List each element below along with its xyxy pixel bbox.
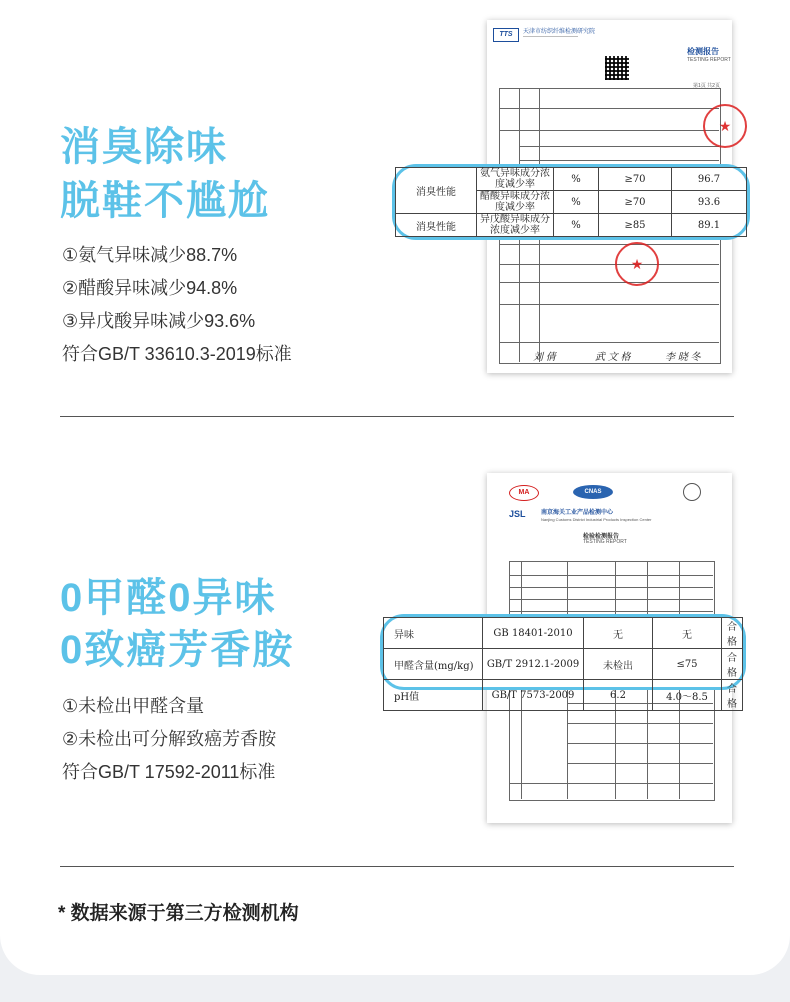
section1-bullet-3: ③异戊酸异味减少93.6% xyxy=(62,311,256,331)
item-cell: pH值 xyxy=(384,680,483,711)
report1-title: 检测报告 xyxy=(687,47,719,56)
data-source-footnote: * 数据来源于第三方检测机构 xyxy=(58,903,299,924)
requirement-cell: 4.0～8.5 xyxy=(653,680,722,711)
table-row xyxy=(396,214,747,237)
table-row xyxy=(396,168,747,191)
requirement-cell: 无 xyxy=(653,618,722,649)
section2-title-line-1: 0甲醛0异味 xyxy=(60,576,277,620)
safety-results-table xyxy=(383,617,743,711)
qr-code xyxy=(605,56,629,80)
method-cell: GB/T 7573-2009 xyxy=(483,680,584,711)
table-row xyxy=(384,649,743,680)
deodorization-results-callout xyxy=(392,164,750,240)
section1-bullet-4: 符合GB/T 33610.3-2019标准 xyxy=(62,344,292,364)
section1-bullet-2: ②醋酸异味减少94.8% xyxy=(62,278,238,298)
red-seal-icon-1: ★ xyxy=(703,104,747,148)
signature-3: 李 晓 冬 xyxy=(665,352,701,363)
unit-cell: % xyxy=(554,191,599,214)
globe-logo-icon xyxy=(683,483,701,501)
result-cell: 无 xyxy=(584,618,653,649)
method-cell: GB/T 2912.1-2009 xyxy=(483,649,584,680)
section2-bullet-3: 符合GB/T 17592-2011标准 xyxy=(62,762,276,782)
safety-results-callout xyxy=(380,614,746,710)
item-cell: 甲醛含量(mg/kg) xyxy=(384,649,483,680)
method-cell: GB 18401-2010 xyxy=(483,618,584,649)
report1-page-no: 第1页 共2页 xyxy=(693,83,720,89)
result-cell: 未检出 xyxy=(584,649,653,680)
report2-org-en: Nanjing Customs District Industrial Products Inspection Center xyxy=(541,517,652,522)
result-cell: 93.6 xyxy=(672,191,747,214)
requirement-cell: ≥70 xyxy=(599,168,672,191)
tts-logo: TTS xyxy=(493,28,519,42)
section-divider-1 xyxy=(60,416,734,417)
report2-title-en: TESTING REPORT xyxy=(583,539,627,545)
requirement-cell: ≤75 xyxy=(653,649,722,680)
section2-bullet-1: ①未检出甲醛含量 xyxy=(62,696,205,716)
result-cell: 96.7 xyxy=(672,168,747,191)
table-row xyxy=(384,618,743,649)
requirement-cell: ≥85 xyxy=(599,214,672,237)
item-cell: 氨气异味成分浓度减少率 xyxy=(477,168,554,191)
item-cell: 异味 xyxy=(384,618,483,649)
signature-2: 武 文 格 xyxy=(595,352,631,363)
report1-org: 天津市纺织纤维检测研究院 xyxy=(523,29,596,35)
category-cell: 消臭性能 xyxy=(396,214,477,237)
unit-cell: % xyxy=(554,168,599,191)
deodorization-results-table xyxy=(395,167,747,237)
item-cell: 异戊酸异味成分浓度减少率 xyxy=(477,214,554,237)
requirement-cell: ≥70 xyxy=(599,191,672,214)
signature-1: 刘 倩 xyxy=(533,352,556,363)
verdict-cell: 合格 xyxy=(722,618,743,649)
cnas-logo: CNAS xyxy=(573,485,613,499)
table-row xyxy=(384,680,743,711)
section2-title-line-2: 0致癌芳香胺 xyxy=(60,628,295,672)
section1-bullet-1: ①氨气异味减少88.7% xyxy=(62,245,238,265)
section-divider-2 xyxy=(60,866,734,867)
result-cell: 89.1 xyxy=(672,214,747,237)
item-cell: 醋酸异味成分浓度减少率 xyxy=(477,191,554,214)
cma-logo: MA xyxy=(509,485,539,501)
verdict-cell: 合格 xyxy=(722,649,743,680)
report2-title: 检验检测报告 xyxy=(583,534,620,540)
section1-title-line-1: 消臭除味 xyxy=(60,125,228,169)
report1-title-en: TESTING REPORT xyxy=(687,57,731,63)
section1-title-line-2: 脱鞋不尴尬 xyxy=(60,179,270,223)
category-cell: 消臭性能 xyxy=(396,168,477,214)
section2-bullet-2: ②未检出可分解致癌芳香胺 xyxy=(62,729,277,749)
verdict-cell: 合格 xyxy=(722,680,743,711)
result-cell: 6.2 xyxy=(584,680,653,711)
report2-org: 南京海关工业产品检测中心 xyxy=(541,510,614,516)
report1-org-sub: ——————————— xyxy=(523,34,578,40)
red-seal-icon-2: ★ xyxy=(615,242,659,286)
unit-cell: % xyxy=(554,214,599,237)
jsl-logo: JSL xyxy=(509,509,526,519)
